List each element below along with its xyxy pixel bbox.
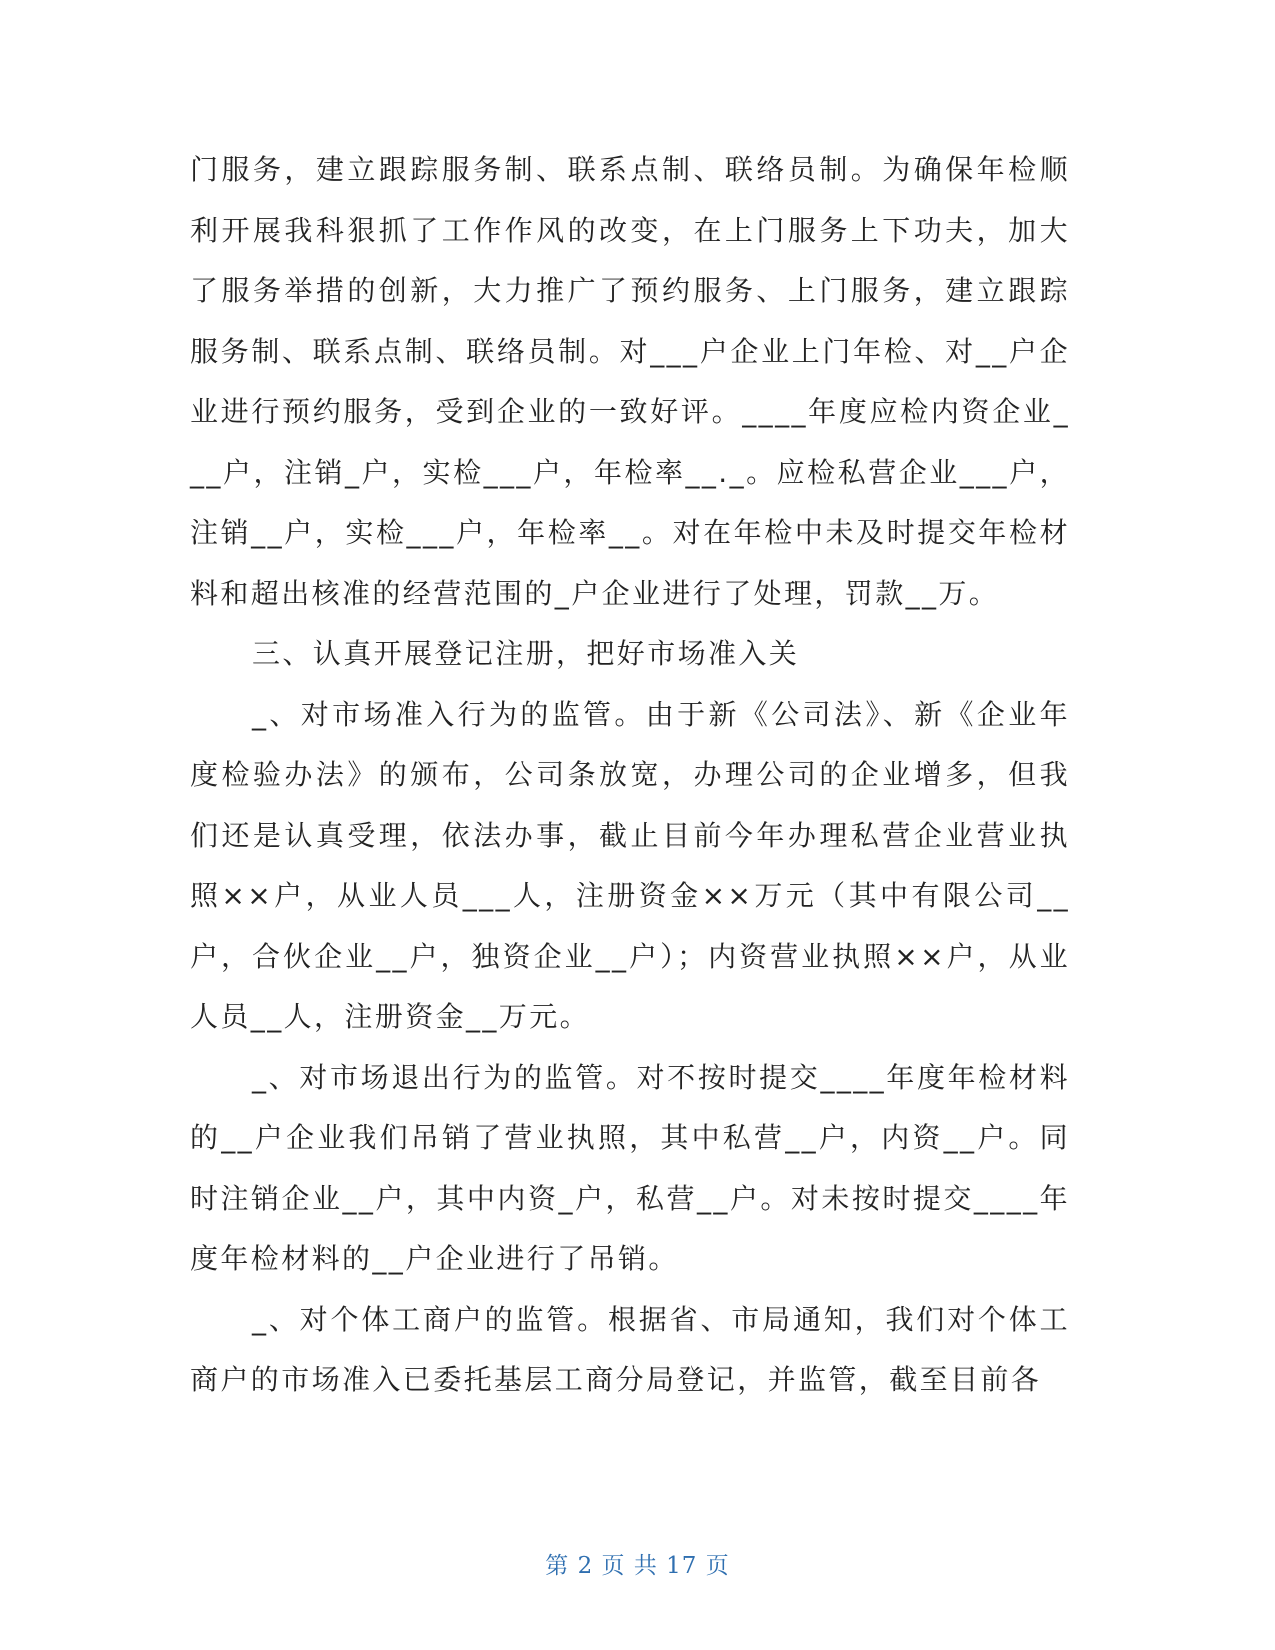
page-number-footer: 第 2 页 共 17 页	[545, 1553, 730, 1579]
document-body	[190, 140, 1070, 1411]
paragraph: _、对市场退出行为的监管。对不按时提交____年度年检材料的__户企业我们吊销了营业执照，其中私营__户，内资__户。同时注销企业__户，其中内资_户，私营__户。对未按时提交____年度年检材料的__户企业进行了吊销。	[190, 1060, 1070, 1275]
section-heading: 三、认真开展登记注册，把好市场准入关	[252, 637, 800, 670]
paragraph: _、对个体工商户的监管。根据省、市局通知，我们对个体工商户的市场准入已委托基层工商分局登记，并监管，截至目前各	[190, 1302, 1070, 1396]
paragraph: 门服务，建立跟踪服务制、联系点制、联络员制。为确保年检顺利开展我科狠抓了工作作风的改变，在上门服务上下功夫，加大了服务举措的创新，大力推广了预约服务、上门服务，建立跟踪服务制、联系点制、联络员制。对___户企业上门年检、对__户企业进行预约服务，受到企业的一致好评。____年度应检内资企业___户，注销_户，实检___户，年检率__._。应检私营企业___户，注销__户，实检___户，年检率__。对在年检中未及时提交年检材料和超出核准的经营范围的_户企业进行了处理，罚款__万。	[190, 153, 1070, 610]
paragraph: _、对市场准入行为的监管。由于新《公司法》、新《企业年度检验办法》的颁布，公司条放宽，办理公司的企业增多，但我们还是认真受理，依法办事，截止目前今年办理私营企业营业执照××户，从业人员___人，注册资金××万元（其中有限公司__户，合伙企业__户，独资企业__户）；内资营业执照××户，从业人员__人，注册资金__万元。	[190, 697, 1070, 1033]
